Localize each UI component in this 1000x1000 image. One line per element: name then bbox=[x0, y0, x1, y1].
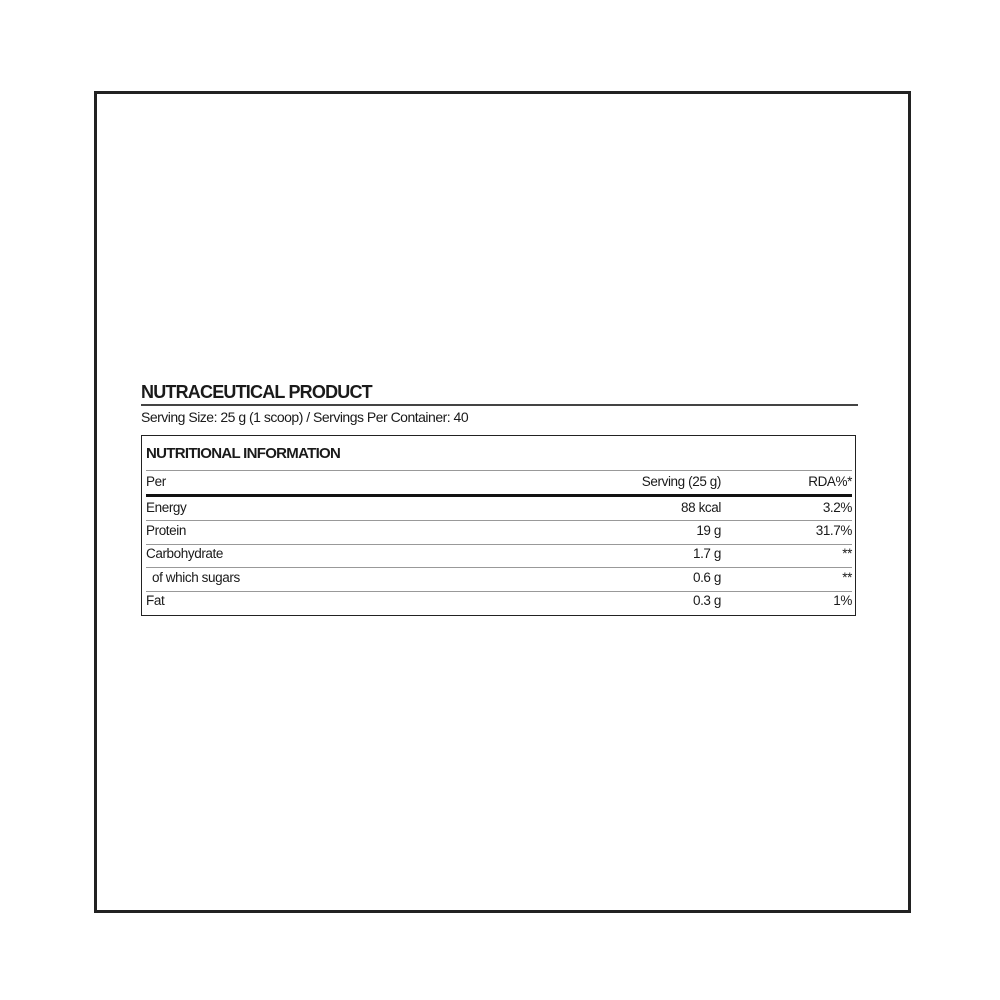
nutrient-name: Fat bbox=[146, 593, 165, 608]
nutrition-table-title: NUTRITIONAL INFORMATION bbox=[146, 445, 341, 462]
table-row bbox=[146, 570, 852, 590]
nutrient-serving: 0.3 g bbox=[692, 593, 721, 608]
divider bbox=[146, 567, 852, 568]
nutrient-name: Protein bbox=[146, 523, 186, 538]
nutrient-rda: 31.7% bbox=[815, 523, 852, 538]
table-header-row bbox=[146, 474, 852, 494]
nutrient-rda: ** bbox=[842, 546, 852, 561]
nutrient-rda: 1% bbox=[833, 593, 852, 608]
divider bbox=[146, 544, 852, 545]
nutrient-name: of which sugars bbox=[152, 570, 240, 585]
header-serving: Serving (25 g) bbox=[641, 474, 721, 489]
nutrient-serving: 88 kcal bbox=[681, 500, 721, 515]
header-per: Per bbox=[146, 474, 166, 489]
nutrition-table bbox=[141, 435, 856, 616]
nutrient-serving: 0.6 g bbox=[692, 570, 721, 585]
nutrient-name: Carbohydrate bbox=[146, 546, 223, 561]
table-row bbox=[146, 546, 852, 566]
nutrient-serving: 19 g bbox=[696, 523, 721, 538]
table-row bbox=[146, 593, 852, 613]
nutrient-name: Energy bbox=[146, 500, 187, 515]
nutrient-rda: ** bbox=[842, 570, 852, 585]
header-divider bbox=[146, 494, 852, 497]
divider bbox=[146, 520, 852, 521]
product-title: NUTRACEUTICAL PRODUCT bbox=[141, 382, 372, 402]
divider bbox=[146, 591, 852, 592]
header-rda: RDA%* bbox=[808, 474, 852, 489]
serving-info: Serving Size: 25 g (1 scoop) / Servings Per Container: 40 bbox=[141, 409, 469, 425]
table-row bbox=[146, 523, 852, 543]
title-divider bbox=[141, 404, 858, 406]
divider bbox=[146, 470, 852, 471]
nutrient-rda: 3.2% bbox=[822, 500, 852, 515]
nutrient-serving: 1.7 g bbox=[692, 546, 721, 561]
table-row bbox=[146, 500, 852, 520]
